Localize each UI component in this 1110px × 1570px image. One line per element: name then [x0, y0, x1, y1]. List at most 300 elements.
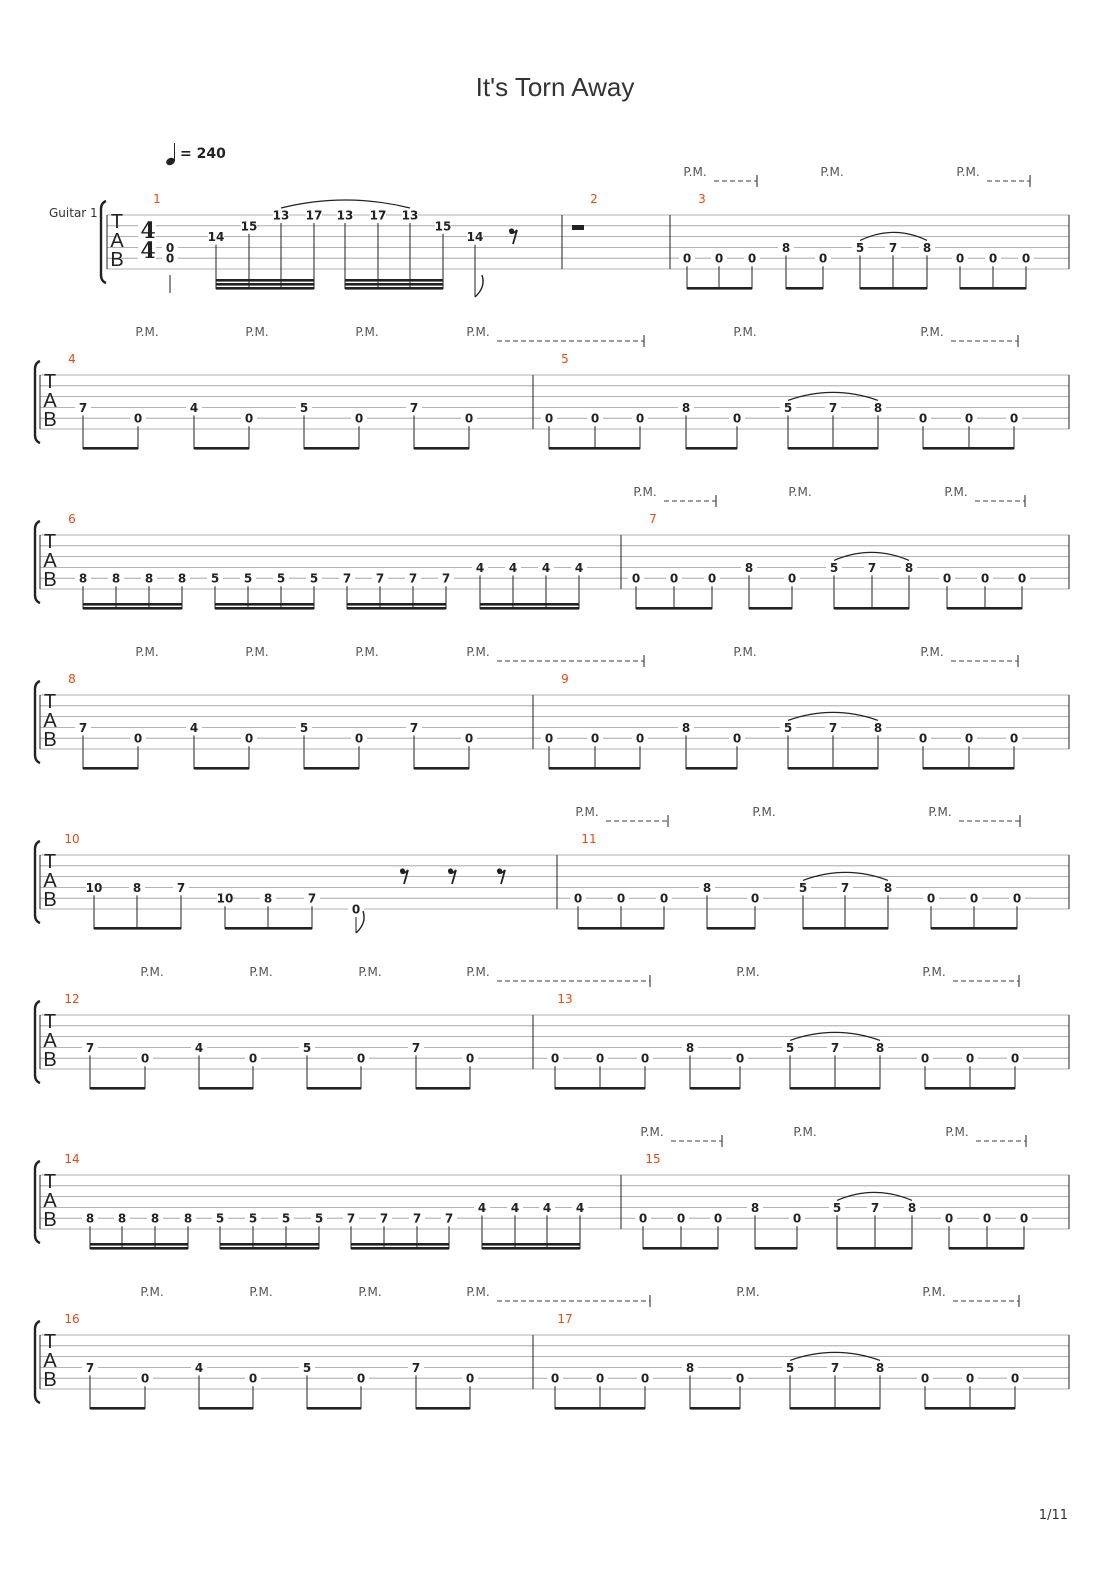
palm-mute-label: P.M. — [358, 965, 382, 979]
measure-number: 10 — [64, 832, 80, 846]
palm-mute-label: P.M. — [944, 485, 968, 499]
tab-clef-letter: A — [110, 230, 124, 252]
fret-number: 5 — [829, 560, 839, 575]
note-beam — [549, 767, 640, 770]
system-5 — [35, 815, 1069, 933]
tab-clef-letter: B — [110, 249, 124, 271]
system-bracket — [35, 361, 40, 443]
tab-clef-letter: T — [43, 1331, 57, 1353]
fret-number: 4 — [475, 560, 485, 575]
tab-clef-letter: T — [43, 1171, 57, 1193]
fret-number: 7 — [870, 1200, 880, 1215]
note-beam — [90, 1407, 145, 1410]
note-beam — [351, 1243, 449, 1246]
palm-mute-label: P.M. — [640, 1125, 664, 1139]
fret-number: 17 — [305, 208, 323, 223]
palm-mute-label: P.M. — [736, 1285, 760, 1299]
palm-mute-label: P.M. — [922, 965, 946, 979]
fret-number: 8 — [904, 560, 914, 575]
fret-number: 0 — [165, 240, 175, 255]
measure-number: 15 — [645, 1152, 661, 1166]
fret-number: 7 — [830, 1040, 840, 1055]
fret-number: 7 — [409, 720, 419, 735]
fret-number: 0 — [735, 1371, 745, 1386]
note-beam — [480, 603, 579, 606]
fret-number: 0 — [616, 891, 626, 906]
fret-number: 0 — [1017, 571, 1027, 586]
fret-number: 8 — [681, 720, 691, 735]
note-beam — [90, 1243, 188, 1246]
note-beam — [345, 287, 443, 290]
fret-number: 0 — [747, 251, 757, 266]
note-beam — [690, 1407, 740, 1410]
fret-number: 7 — [411, 1360, 421, 1375]
tab-clef-letter: B — [43, 1369, 57, 1391]
fret-number: 0 — [351, 902, 361, 917]
fret-number: 0 — [732, 411, 742, 426]
note-beam — [83, 767, 138, 770]
note-beam — [786, 287, 823, 290]
slur — [281, 200, 410, 208]
note-beam — [949, 1247, 1024, 1250]
note-beam — [345, 279, 443, 282]
fret-number: 8 — [875, 1040, 885, 1055]
system-8 — [35, 1295, 1069, 1410]
fret-number: 17 — [369, 208, 387, 223]
fret-number: 7 — [346, 1211, 356, 1226]
fret-number: 5 — [210, 571, 220, 586]
fret-number: 0 — [638, 1211, 648, 1226]
fret-number: 0 — [544, 411, 554, 426]
palm-mute-label: P.M. — [358, 1285, 382, 1299]
fret-number: 7 — [307, 891, 317, 906]
fret-number: 0 — [1019, 1211, 1029, 1226]
fret-number: 0 — [713, 1211, 723, 1226]
fret-number: 8 — [85, 1211, 95, 1226]
palm-mute-label: P.M. — [633, 485, 657, 499]
fret-number: 5 — [783, 400, 793, 415]
note-beam — [749, 607, 792, 610]
fret-number: 5 — [855, 240, 865, 255]
fret-number: 0 — [714, 251, 724, 266]
tab-clef-letter: B — [43, 409, 57, 431]
fret-number: 0 — [1010, 1371, 1020, 1386]
fret-number: 0 — [787, 571, 797, 586]
fret-number: 0 — [635, 411, 645, 426]
note-beam — [788, 447, 878, 450]
system-bracket — [35, 1001, 40, 1083]
fret-number: 0 — [244, 731, 254, 746]
palm-mute-label: P.M. — [466, 645, 490, 659]
note-beam — [837, 1247, 912, 1250]
fret-number: 10 — [216, 891, 234, 906]
fret-number: 14 — [207, 230, 225, 245]
fret-number: 8 — [875, 1360, 885, 1375]
fret-number: 8 — [781, 240, 791, 255]
fret-number: 5 — [299, 400, 309, 415]
measure-number: 6 — [68, 512, 76, 526]
note-beam — [216, 283, 314, 286]
measure-number: 8 — [68, 672, 76, 686]
fret-number: 0 — [944, 1211, 954, 1226]
note-beam — [416, 1087, 470, 1090]
fret-number: 0 — [595, 1371, 605, 1386]
fret-number: 0 — [1021, 251, 1031, 266]
note-beam — [803, 927, 888, 930]
system-bracket — [35, 1161, 40, 1243]
tab-clef-letter: B — [43, 889, 57, 911]
fret-number: 0 — [464, 411, 474, 426]
fret-number: 8 — [132, 880, 142, 895]
tab-clef-letter: T — [43, 851, 57, 873]
fret-number: 8 — [681, 400, 691, 415]
page-number: 1/11 — [1038, 1508, 1068, 1523]
fret-number: 8 — [702, 880, 712, 895]
fret-number: 7 — [830, 1360, 840, 1375]
fret-number: 0 — [676, 1211, 686, 1226]
system-6 — [35, 975, 1069, 1090]
note-beam — [414, 767, 469, 770]
note-beam — [220, 1243, 319, 1246]
fret-number: 0 — [544, 731, 554, 746]
fret-number: 0 — [792, 1211, 802, 1226]
fret-number: 0 — [920, 1051, 930, 1066]
note-beam — [199, 1407, 253, 1410]
note-beam — [687, 287, 752, 290]
fret-number: 0 — [140, 1371, 150, 1386]
palm-mute-label: P.M. — [922, 1285, 946, 1299]
fret-number: 0 — [595, 1051, 605, 1066]
system-bracket — [35, 1321, 40, 1403]
note-flag — [475, 275, 483, 297]
fret-number: 0 — [982, 1211, 992, 1226]
note-beam — [555, 1407, 645, 1410]
tab-clef-letter: A — [43, 1190, 57, 1212]
note-beam — [549, 447, 640, 450]
fret-number: 0 — [964, 731, 974, 746]
palm-mute-label: P.M. — [956, 165, 980, 179]
system-bracket — [101, 201, 106, 283]
note-beam — [686, 447, 737, 450]
fret-number: 4 — [477, 1200, 487, 1215]
fret-number: 8 — [907, 1200, 917, 1215]
fret-number: 7 — [176, 880, 186, 895]
fret-number: 0 — [926, 891, 936, 906]
fret-number: 0 — [248, 1371, 258, 1386]
palm-mute-label: P.M. — [466, 965, 490, 979]
note-beam — [216, 279, 314, 282]
fret-number: 8 — [150, 1211, 160, 1226]
tab-clef-letter: A — [43, 1030, 57, 1052]
fret-number: 5 — [215, 1211, 225, 1226]
note-beam — [220, 1247, 319, 1250]
fret-number: 15 — [240, 219, 258, 234]
fret-number: 7 — [408, 571, 418, 586]
fret-number: 0 — [955, 251, 965, 266]
note-beam — [90, 1247, 188, 1250]
fret-number: 7 — [840, 880, 850, 895]
fret-number: 8 — [750, 1200, 760, 1215]
fret-number: 0 — [707, 571, 717, 586]
note-beam — [414, 447, 469, 450]
fret-number: 7 — [78, 720, 88, 735]
time-signature-digit: 4 — [140, 218, 156, 244]
measure-number: 4 — [68, 352, 76, 366]
measure-number: 2 — [590, 192, 598, 206]
fret-number: 0 — [465, 1371, 475, 1386]
fret-number: 4 — [541, 560, 551, 575]
note-beam — [578, 927, 664, 930]
note-beam — [216, 287, 314, 290]
fret-number: 13 — [336, 208, 354, 223]
fret-number: 10 — [85, 880, 103, 895]
fret-number: 13 — [272, 208, 290, 223]
measure-number: 5 — [561, 352, 569, 366]
note-beam — [83, 447, 138, 450]
palm-mute-label: P.M. — [249, 1285, 273, 1299]
fret-number: 4 — [510, 1200, 520, 1215]
measure-number: 1 — [153, 192, 161, 206]
fret-number: 0 — [735, 1051, 745, 1066]
fret-number: 4 — [194, 1040, 204, 1055]
fret-number: 8 — [177, 571, 187, 586]
fret-number: 4 — [194, 1360, 204, 1375]
fret-number: 0 — [550, 1051, 560, 1066]
fret-number: 4 — [574, 560, 584, 575]
palm-mute-label: P.M. — [752, 805, 776, 819]
fret-number: 7 — [444, 1211, 454, 1226]
measure-number: 12 — [64, 992, 80, 1006]
measure-number: 14 — [64, 1152, 80, 1166]
note-beam — [307, 1407, 361, 1410]
fret-number: 0 — [1009, 731, 1019, 746]
palm-mute-label: P.M. — [355, 325, 379, 339]
note-beam — [643, 1247, 718, 1250]
palm-mute-label: P.M. — [820, 165, 844, 179]
fret-number: 4 — [575, 1200, 585, 1215]
note-beam — [215, 603, 314, 606]
fret-number: 5 — [798, 880, 808, 895]
system-bracket — [35, 841, 40, 923]
note-beam — [755, 1247, 797, 1250]
fret-number: 7 — [441, 571, 451, 586]
fret-number: 0 — [918, 731, 928, 746]
note-beam — [215, 607, 314, 610]
tab-clef-letter: A — [43, 390, 57, 412]
note-beam — [94, 927, 181, 930]
tab-clef-letter: T — [43, 371, 57, 393]
palm-mute-label: P.M. — [793, 1125, 817, 1139]
fret-number: 7 — [78, 400, 88, 415]
fret-number: 5 — [314, 1211, 324, 1226]
fret-number: 7 — [888, 240, 898, 255]
fret-number: 0 — [659, 891, 669, 906]
fret-number: 8 — [873, 720, 883, 735]
note-beam — [351, 1247, 449, 1250]
fret-number: 5 — [302, 1360, 312, 1375]
fret-number: 0 — [631, 571, 641, 586]
note-beam — [345, 283, 443, 286]
fret-number: 7 — [867, 560, 877, 575]
fret-number: 0 — [356, 1051, 366, 1066]
measure-number: 7 — [649, 512, 657, 526]
note-beam — [482, 1247, 580, 1250]
tab-clef-letter: T — [43, 691, 57, 713]
palm-mute-label: P.M. — [140, 1285, 164, 1299]
note-beam — [194, 447, 249, 450]
fret-number: 0 — [969, 891, 979, 906]
note-beam — [947, 607, 1022, 610]
palm-mute-label: P.M. — [245, 645, 269, 659]
fret-number: 0 — [818, 251, 828, 266]
fret-number: 8 — [685, 1360, 695, 1375]
note-beam — [923, 767, 1014, 770]
fret-number: 4 — [542, 1200, 552, 1215]
tab-clef-letter: B — [43, 1049, 57, 1071]
palm-mute-label: P.M. — [736, 965, 760, 979]
palm-mute-label: P.M. — [466, 1285, 490, 1299]
fret-number: 8 — [685, 1040, 695, 1055]
fret-number: 7 — [85, 1360, 95, 1375]
fret-number: 0 — [640, 1371, 650, 1386]
note-beam — [307, 1087, 361, 1090]
system-7 — [35, 1135, 1069, 1250]
fret-number: 0 — [1012, 891, 1022, 906]
fret-number: 8 — [744, 560, 754, 575]
fret-number: 4 — [508, 560, 518, 575]
fret-number: 0 — [354, 411, 364, 426]
measure-number: 13 — [557, 992, 573, 1006]
fret-number: 5 — [299, 720, 309, 735]
fret-number: 8 — [144, 571, 154, 586]
fret-number: 8 — [263, 891, 273, 906]
tab-clef-letter: A — [43, 870, 57, 892]
fret-number: 5 — [309, 571, 319, 586]
fret-number: 0 — [133, 411, 143, 426]
fret-number: 0 — [133, 731, 143, 746]
fret-number: 0 — [550, 1371, 560, 1386]
tab-clef-letter: B — [43, 729, 57, 751]
note-beam — [480, 607, 579, 610]
note-beam — [416, 1407, 470, 1410]
note-beam — [636, 607, 712, 610]
fret-number: 0 — [920, 1371, 930, 1386]
palm-mute-label: P.M. — [135, 325, 159, 339]
note-beam — [304, 767, 359, 770]
fret-number: 0 — [750, 891, 760, 906]
fret-number: 0 — [988, 251, 998, 266]
note-beam — [199, 1087, 253, 1090]
system-bracket — [35, 521, 40, 603]
fret-number: 0 — [464, 731, 474, 746]
note-beam — [925, 1407, 1015, 1410]
score-title: It's Torn Away — [475, 72, 635, 102]
track-name: Guitar 1 — [49, 206, 98, 220]
fret-number: 0 — [1010, 1051, 1020, 1066]
fret-number: 8 — [78, 571, 88, 586]
half-rest-icon — [572, 225, 584, 230]
measure-number: 9 — [561, 672, 569, 686]
tab-clef-letter: T — [110, 211, 124, 233]
fret-number: 7 — [342, 571, 352, 586]
fret-number: 7 — [828, 400, 838, 415]
system-1 — [101, 175, 1069, 297]
fret-number: 0 — [590, 411, 600, 426]
note-beam — [83, 607, 182, 610]
fret-number: 4 — [189, 400, 199, 415]
note-beam — [790, 1407, 880, 1410]
fret-number: 0 — [965, 1371, 975, 1386]
fret-number: 0 — [965, 1051, 975, 1066]
tab-clef-letter: B — [43, 569, 57, 591]
palm-mute-label: P.M. — [466, 325, 490, 339]
fret-number: 0 — [573, 891, 583, 906]
note-beam — [90, 1087, 145, 1090]
time-signature-digit: 4 — [140, 238, 156, 264]
tab-clef-letter: A — [43, 1350, 57, 1372]
fret-number: 8 — [873, 400, 883, 415]
fret-number: 15 — [434, 219, 452, 234]
palm-mute-label: P.M. — [140, 965, 164, 979]
system-3 — [35, 495, 1069, 610]
fret-number: 8 — [883, 880, 893, 895]
note-beam — [788, 767, 878, 770]
measure-number: 17 — [557, 1312, 573, 1326]
note-beam — [690, 1087, 740, 1090]
fret-number: 7 — [379, 1211, 389, 1226]
note-beam — [960, 287, 1026, 290]
fret-number: 4 — [189, 720, 199, 735]
fret-number: 0 — [964, 411, 974, 426]
measure-number: 3 — [698, 192, 706, 206]
fret-number: 7 — [828, 720, 838, 735]
fret-number: 8 — [117, 1211, 127, 1226]
measure-number: 16 — [64, 1312, 80, 1326]
fret-number: 5 — [832, 1200, 842, 1215]
system-2 — [35, 335, 1069, 450]
fret-number: 5 — [785, 1040, 795, 1055]
system-bracket — [35, 681, 40, 763]
note-beam — [304, 447, 359, 450]
note-beam — [925, 1087, 1015, 1090]
fret-number: 7 — [412, 1211, 422, 1226]
fret-number: 0 — [590, 731, 600, 746]
fret-number: 5 — [785, 1360, 795, 1375]
fret-number: 14 — [466, 230, 484, 245]
fret-number: 13 — [401, 208, 419, 223]
note-beam — [834, 607, 909, 610]
fret-number: 7 — [375, 571, 385, 586]
fret-number: 0 — [465, 1051, 475, 1066]
note-beam — [790, 1087, 880, 1090]
palm-mute-label: P.M. — [355, 645, 379, 659]
fret-number: 5 — [302, 1040, 312, 1055]
fret-number: 0 — [682, 251, 692, 266]
tab-clef-letter: T — [43, 531, 57, 553]
palm-mute-label: P.M. — [928, 805, 952, 819]
palm-mute-label: P.M. — [683, 165, 707, 179]
fret-number: 0 — [244, 411, 254, 426]
note-beam — [194, 767, 249, 770]
tempo-value: = 240 — [180, 146, 226, 162]
fret-number: 0 — [669, 571, 679, 586]
fret-number: 0 — [732, 731, 742, 746]
palm-mute-label: P.M. — [575, 805, 599, 819]
note-beam — [931, 927, 1017, 930]
fret-number: 0 — [980, 571, 990, 586]
fret-number: 5 — [783, 720, 793, 735]
note-beam — [555, 1087, 645, 1090]
